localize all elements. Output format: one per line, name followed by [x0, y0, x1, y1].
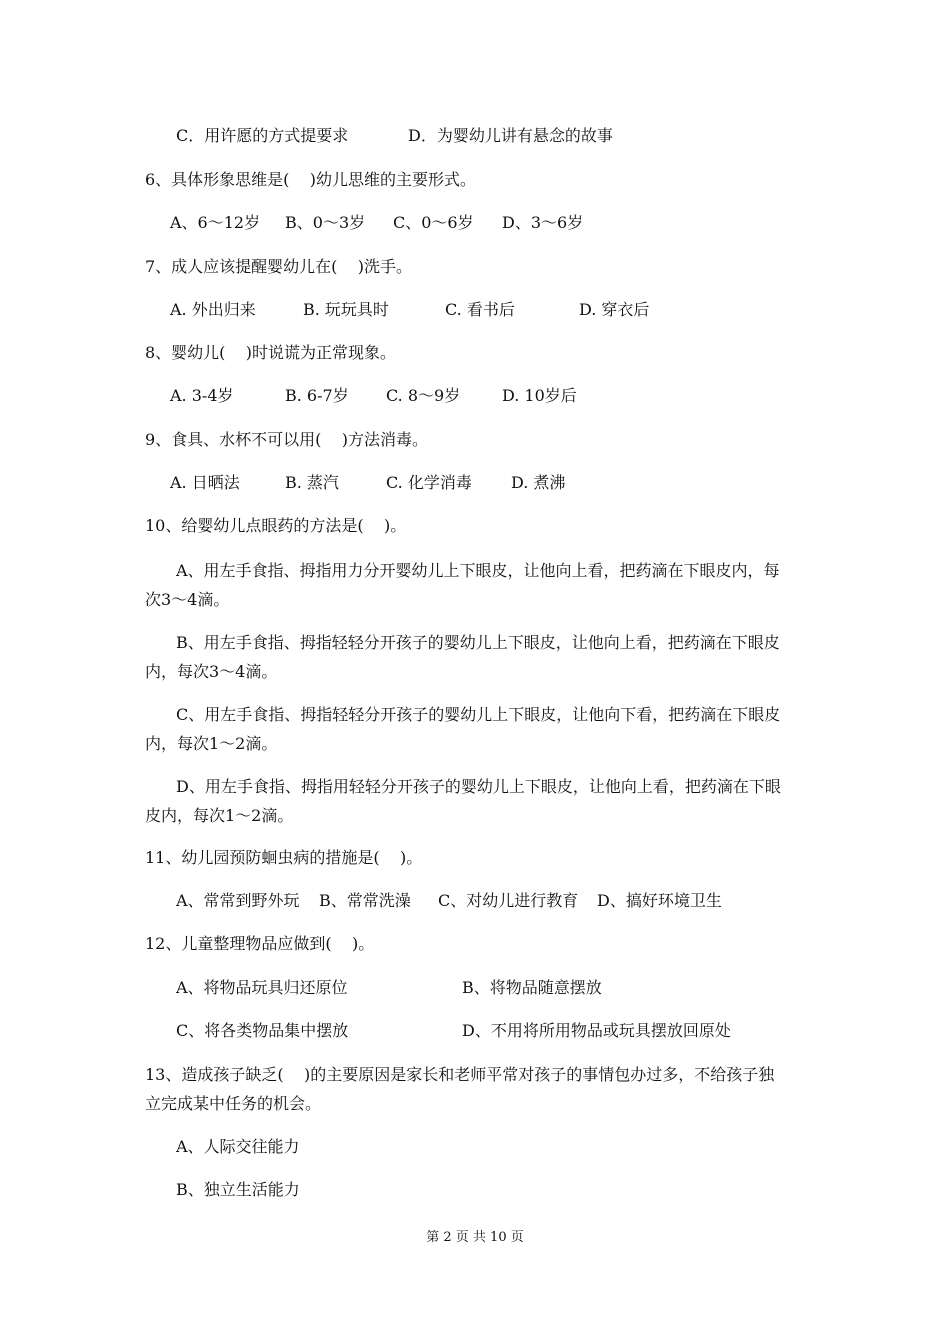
q13-stem-line2: 立完成某中任务的机会。	[145, 1094, 322, 1113]
q12-option-b: B、将物品随意摆放	[462, 978, 602, 997]
q6-option-d: D、3～6岁	[502, 213, 584, 232]
q8-option-a: A. 3-4岁	[170, 386, 234, 405]
q8-option-c: C. 8～9岁	[386, 386, 461, 405]
q11-option-a: A、常常到野外玩	[176, 891, 300, 910]
q9-stem: 9、食具、水杯不可以用( )方法消毒。	[145, 430, 429, 449]
q12-option-c: C、将各类物品集中摆放	[176, 1021, 349, 1040]
q13-option-a: A、人际交往能力	[176, 1137, 300, 1156]
q8-option-b: B. 6-7岁	[285, 386, 349, 405]
q9-option-c: C. 化学消毒	[386, 473, 472, 492]
q10-option-a-line1: A、用左手食指、拇指用力分开婴幼儿上下眼皮，让他向上看，把药滴在下眼皮内，每	[176, 561, 780, 580]
q11-option-b: B、常常洗澡	[319, 891, 411, 910]
q7-option-c: C. 看书后	[445, 300, 515, 319]
q5-option-c: C．用许愿的方式提要求	[176, 126, 349, 145]
q10-stem: 10、给婴幼儿点眼药的方法是( )。	[145, 516, 407, 535]
q6-option-b: B、0～3岁	[285, 213, 366, 232]
q12-option-d: D、不用将所用物品或玩具摆放回原处	[462, 1021, 731, 1040]
q9-option-d: D. 煮沸	[511, 473, 566, 492]
q6-option-a: A、6～12岁	[170, 213, 261, 232]
q9-option-a: A. 日晒法	[170, 473, 240, 492]
q12-stem: 12、儿童整理物品应做到( )。	[145, 934, 375, 953]
q10-option-d-line1: D、用左手食指、拇指用轻轻分开孩子的婴幼儿上下眼皮，让他向上看，把药滴在下眼	[176, 777, 781, 796]
q8-stem: 8、婴幼儿( )时说谎为正常现象。	[145, 343, 397, 362]
q12-option-a: A、将物品玩具归还原位	[176, 978, 348, 997]
q13-stem-line1: 13、造成孩子缺乏( )的主要原因是家长和老师平常对孩子的事情包办过多，不给孩子独	[145, 1065, 775, 1084]
q10-option-d-line2: 皮内，每次1～2滴。	[145, 806, 294, 825]
q11-stem: 11、幼儿园预防蛔虫病的措施是( )。	[145, 848, 423, 867]
q10-option-a-line2: 次3～4滴。	[145, 590, 230, 609]
q11-option-c: C、对幼儿进行教育	[438, 891, 579, 910]
q7-option-a: A. 外出归来	[170, 300, 256, 319]
q9-option-b: B. 蒸汽	[285, 473, 339, 492]
q7-option-b: B. 玩玩具时	[303, 300, 389, 319]
q8-option-d: D. 10岁后	[502, 386, 577, 405]
q10-option-b-line1: B、用左手食指、拇指轻轻分开孩子的婴幼儿上下眼皮，让他向上看，把药滴在下眼皮	[176, 633, 780, 652]
q7-stem: 7、成人应该提醒婴幼儿在( )洗手。	[145, 257, 413, 276]
page-footer: 第 2 页 共 10 页	[426, 1230, 524, 1245]
q7-option-d: D. 穿衣后	[579, 300, 650, 319]
q6-stem: 6、具体形象思维是( )幼儿思维的主要形式。	[145, 170, 477, 189]
q11-option-d: D、搞好环境卫生	[597, 891, 722, 910]
q13-option-b: B、独立生活能力	[176, 1180, 300, 1199]
q10-option-c-line2: 内，每次1～2滴。	[145, 734, 278, 753]
q10-option-b-line2: 内，每次3～4滴。	[145, 662, 278, 681]
q10-option-c-line1: C、用左手食指、拇指轻轻分开孩子的婴幼儿上下眼皮，让他向下看，把药滴在下眼皮	[176, 705, 781, 724]
q5-option-d: D．为婴幼儿讲有悬念的故事	[408, 126, 613, 145]
q6-option-c: C、0～6岁	[393, 213, 474, 232]
